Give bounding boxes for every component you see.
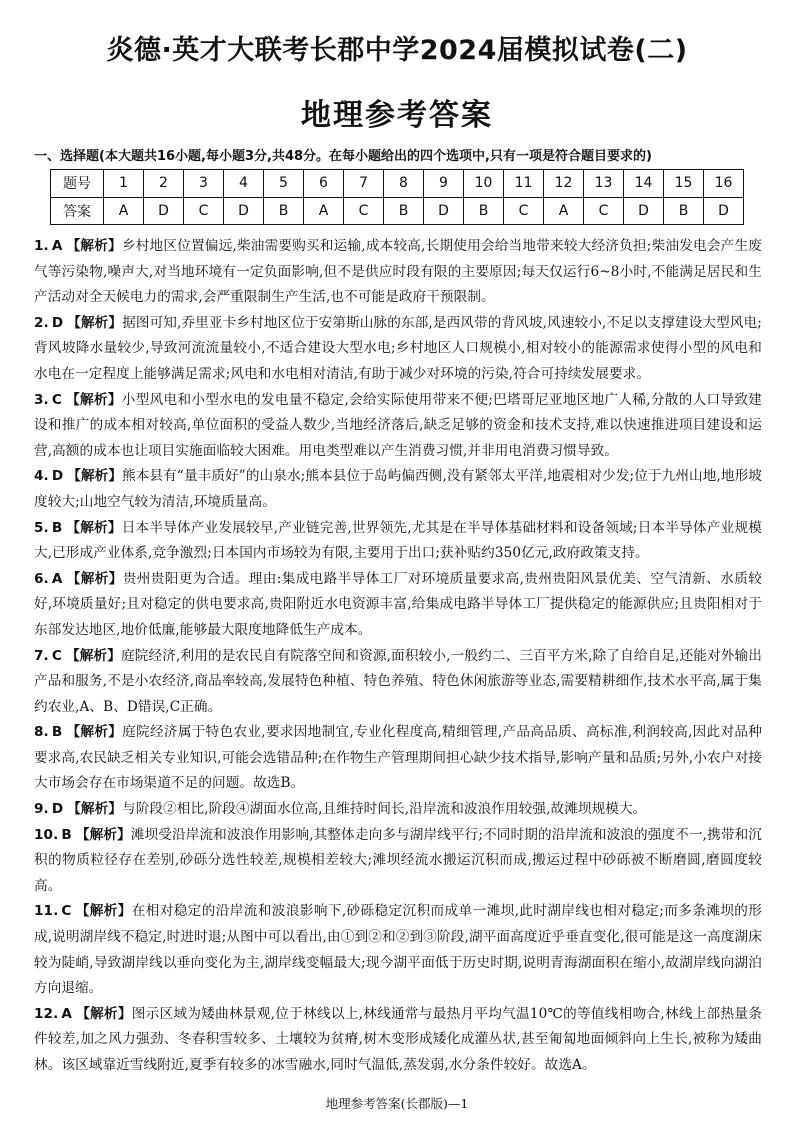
question-number: 8 bbox=[384, 170, 424, 198]
explanation-tag: 【解析】 bbox=[67, 801, 122, 818]
question-number: 14 bbox=[624, 170, 664, 198]
explanation-item bbox=[34, 311, 762, 388]
explanation-tag: 【解析】 bbox=[65, 391, 122, 408]
explanation-list bbox=[34, 234, 762, 1079]
item-number: 12. bbox=[34, 1005, 59, 1022]
item-answer: D bbox=[51, 468, 64, 485]
explanation-item bbox=[34, 720, 762, 797]
answer-cell: B bbox=[464, 197, 504, 225]
answer-row bbox=[51, 197, 744, 225]
explanation-tag: 【解析】 bbox=[67, 468, 123, 485]
answer-cell: D bbox=[144, 197, 184, 225]
item-text: 庭院经济,利用的是农民自有院落空间和资源,面积较小,一般约二、三百平方米,除了自给自足,还能对外输出产品和服务,不是小农经济,商品率较高,发展特色种植、特色养殖、特色休闲旅游等业态,需要精耕细作,技术水平高,属于集约农业,A、B、D错误,C正确。 bbox=[34, 647, 762, 715]
item-text: 熊本县有“量丰质好”的山泉水;熊本县位于岛屿偏西侧,没有紧邻太平洋,地震相对少发;位于九州山地,地形坡度较大;山地空气较为清洁,环境质量高。 bbox=[34, 468, 762, 510]
item-answer: D bbox=[51, 801, 64, 818]
item-text: 小型风电和小型水电的发电量不稳定,会给实际使用带来不便;巴塔哥尼亚地区地广人稀,分散的人口导致建设和推广的成本相对较高,单位面积的受益人数少,当地经济落后,缺乏足够的资金和技术支持,难以快速推进项目建设和运营,高额的成本也让项目实施面临较大困难。用电类型难以产生消费习惯,并非用电消费习惯导致。 bbox=[34, 391, 762, 459]
question-number-row bbox=[51, 170, 744, 198]
answer-cell: B bbox=[664, 197, 704, 225]
question-number: 4 bbox=[224, 170, 264, 198]
question-number: 6 bbox=[304, 170, 344, 198]
question-number: 2 bbox=[144, 170, 184, 198]
answer-cell: C bbox=[504, 197, 544, 225]
answer-cell: A bbox=[104, 197, 144, 225]
item-answer: B bbox=[51, 724, 63, 741]
answer-cell: D bbox=[224, 197, 264, 225]
item-number: 11. bbox=[34, 903, 59, 920]
row-label-answer: 答案 bbox=[51, 197, 104, 225]
item-number: 7. bbox=[34, 647, 49, 664]
question-number: 9 bbox=[424, 170, 464, 198]
explanation-item bbox=[34, 567, 762, 644]
item-text: 贵州贵阳更为合适。理由:集成电路半导体工厂对环境质量要求高,贵州贵阳风景优美、空气清新、水质较好,环境质量好;且对稳定的供电要求高,贵阳附近水电资源丰富,给集成电路半导体工厂提供稳定的能源供应;且贵阳相对于东部发达地区,地价低廉,能够最大限度地降低生产成本。 bbox=[34, 570, 762, 638]
answer-cell: B bbox=[384, 197, 424, 225]
exam-title: 炎德·英才大联考长郡中学2024届模拟试卷(二) bbox=[106, 35, 688, 66]
explanation-tag: 【解析】 bbox=[76, 1005, 132, 1022]
item-answer: C bbox=[51, 391, 62, 408]
answer-cell: D bbox=[624, 197, 664, 225]
answer-cell: C bbox=[344, 197, 384, 225]
item-text: 庭院经济属于特色农业,要求因地制宜,专业化程度高,精细管理,产品高品质、高标准,利润较高,因此对品种要求高,农民缺乏相关专业知识,可能会选错品种;在作物生产管理期间担心缺少技术指导,影响产量和品质;另外,小农户对接大市场会存在市场渠道不足的问题。故选B。 bbox=[34, 724, 762, 792]
item-number: 10. bbox=[34, 826, 59, 843]
item-answer: C bbox=[61, 903, 72, 920]
item-answer: C bbox=[51, 647, 62, 664]
item-number: 8. bbox=[34, 724, 49, 741]
explanation-tag: 【解析】 bbox=[75, 826, 131, 843]
section-heading: 一、选择题(本大题共16小题,每小题3分,共48分。在每小题给出的四个选项中,只有一项是符合题目要求的) bbox=[34, 149, 652, 164]
item-answer: A bbox=[51, 238, 63, 254]
answer-cell: B bbox=[264, 197, 304, 225]
explanation-item bbox=[34, 899, 762, 1001]
explanation-tag: 【解析】 bbox=[66, 570, 123, 587]
explanation-tag: 【解析】 bbox=[66, 238, 122, 254]
answer-cell: A bbox=[304, 197, 344, 225]
explanation-item bbox=[34, 644, 762, 721]
explanation-item bbox=[34, 1002, 762, 1079]
explanation-tag: 【解析】 bbox=[66, 724, 123, 741]
item-number: 5. bbox=[34, 519, 49, 536]
question-number: 5 bbox=[264, 170, 304, 198]
explanation-tag: 【解析】 bbox=[75, 903, 132, 920]
item-answer: A bbox=[61, 1005, 73, 1022]
explanation-tag: 【解析】 bbox=[66, 519, 122, 536]
question-number: 16 bbox=[704, 170, 744, 198]
item-text: 与阶段②相比,阶段④湖面水位高,且维持时间长,沿岸流和波浪作用较强,故滩坝规模大。 bbox=[122, 801, 647, 818]
explanation-tag: 【解析】 bbox=[67, 314, 123, 331]
explanation-item bbox=[34, 234, 762, 311]
answer-cell: C bbox=[584, 197, 624, 225]
question-number: 7 bbox=[344, 170, 384, 198]
item-text: 据图可知,乔里亚卡乡村地区位于安第斯山脉的东部,是西风带的背风坡,风速较小,不足以支撑建设大型风电;背风坡降水量较少,导致河流流量较小,不适合建设大型水电;乡村地区人口规模小,相对较小的能源需求使得小型的风电和水电在一定程度上能够满足需求;风电和水电相对清洁,有助于减少对环境的污染,符合可持续发展要求。 bbox=[34, 314, 762, 382]
row-label-number: 题号 bbox=[51, 170, 104, 198]
item-answer: B bbox=[51, 519, 63, 536]
question-number: 1 bbox=[104, 170, 144, 198]
item-text: 图示区域为矮曲林景观,位于林线以上,林线通常与最热月平均气温10℃的等值线相吻合,林线上部热量条件较差,加之风力强劲、冬春积雪较多、土壤较为贫瘠,树木变形成矮化成灌丛状,甚至匍匐地面倾斜向上生长,被称为矮曲林。该区域靠近雪线附近,夏季有较多的冰雪融水,同时气温低,蒸发弱,水分条件较好。故选A。 bbox=[34, 1005, 763, 1073]
question-number: 13 bbox=[584, 170, 624, 198]
item-number: 9. bbox=[34, 801, 49, 818]
item-number: 3. bbox=[34, 391, 49, 408]
page-footer: 地理参考答案(长郡版)—1 bbox=[325, 1096, 469, 1111]
item-text: 乡村地区位置偏远,柴油需要购买和运输,成本较高,长期使用会给当地带来较大经济负担;柴油发电会产生废气等污染物,噪声大,对当地环境有一定负面影响,但不是供应时段有限的主要原因;每天仅运行6~8小时,不能满足居民和生产活动对全天候电力的需求,会严重限制生产生活,也不可能是政府干预限制。 bbox=[34, 238, 762, 306]
item-answer: A bbox=[51, 570, 63, 587]
item-text: 日本半导体产业发展较早,产业链完善,世界领先,尤其是在半导体基础材料和设备领域;日本半导体产业规模大,已形成产业体系,竞争激烈;日本国内市场较为有限,主要用于出口;获补贴约350亿元,政府政策支持。 bbox=[34, 519, 762, 562]
answer-cell: C bbox=[184, 197, 224, 225]
question-number: 3 bbox=[184, 170, 224, 198]
item-answer: B bbox=[61, 826, 72, 843]
question-number: 11 bbox=[504, 170, 544, 198]
answer-cell: D bbox=[424, 197, 464, 225]
item-number: 6. bbox=[34, 570, 49, 587]
answer-table bbox=[50, 169, 744, 225]
explanation-item bbox=[34, 464, 762, 515]
question-number: 15 bbox=[664, 170, 704, 198]
explanation-item bbox=[34, 823, 762, 900]
explanation-item bbox=[34, 516, 762, 567]
answer-cell: D bbox=[704, 197, 744, 225]
question-number: 10 bbox=[464, 170, 504, 198]
item-number: 1. bbox=[34, 238, 49, 254]
explanation-tag: 【解析】 bbox=[65, 647, 121, 664]
answer-key-title: 地理参考答案 bbox=[301, 98, 493, 133]
question-number: 12 bbox=[544, 170, 584, 198]
item-number: 4. bbox=[34, 468, 49, 485]
explanation-item bbox=[34, 797, 762, 823]
item-text: 在相对稳定的沿岸流和波浪影响下,砂砾稳定沉积而成单一滩坝,此时湖岸线也相对稳定;而多条滩坝的形成,说明湖岸线不稳定,时进时退;从图中可以看出,由①到②和②到③阶段,湖平面高度近乎垂直变化,很可能是这一高度湖床较为陡峭,导致湖岸线以垂向变化为主,湖岸线变幅最大;现今湖平面低于历史时期,说明青海湖面积在缩小,故湖岸线向湖泊方向退缩。 bbox=[34, 903, 763, 997]
item-text: 滩坝受沿岸流和波浪作用影响,其整体走向多与湖岸线平行;不同时期的沿岸流和波浪的强度不一,携带和沉积的物质粒径存在差别,砂砾分选性较差,规模相差较大;滩坝经流水搬运沉积而成,搬运过程中砂砾被不断磨圆,磨圆度较高。 bbox=[34, 826, 762, 894]
item-answer: D bbox=[51, 314, 64, 331]
explanation-item bbox=[34, 388, 762, 465]
item-number: 2. bbox=[34, 314, 49, 331]
answer-cell: A bbox=[544, 197, 584, 225]
